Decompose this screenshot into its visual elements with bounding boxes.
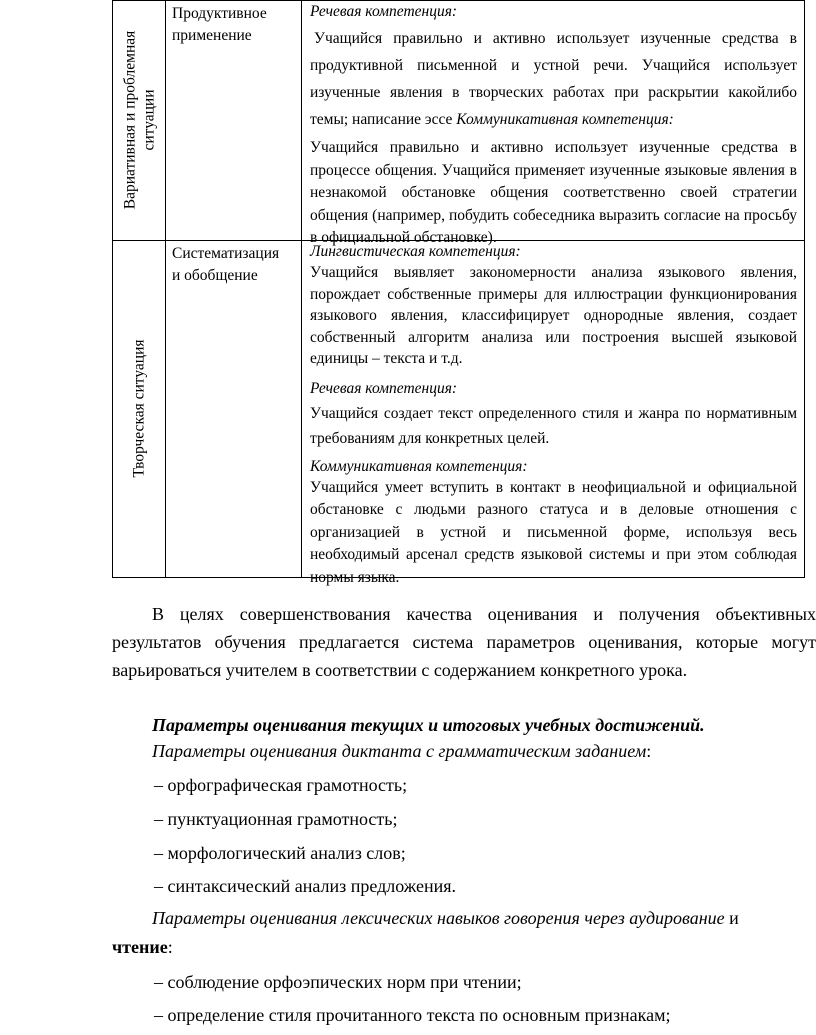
list-item: – морфологический анализ слов;	[154, 843, 406, 863]
lexical-title-colon: :	[167, 937, 173, 957]
lexical-title	[152, 905, 739, 931]
block-text: Учащийся правильно и активно использует изученные средства в процессе общения. Учащийся применяет изученные языковые явления в незнакомой обстановке общения соответственно своей стратегии общения (например, побудить собеседника выразить согласие на просьбу в официальной обстановке).	[310, 139, 797, 246]
competence-table	[112, 0, 805, 586]
block-heading: Речевая компетенция:	[310, 3, 458, 20]
description-cell-systematization	[310, 242, 797, 589]
list-item: – соблюдение орфоэпических норм при чтении;	[154, 972, 522, 992]
stage-cell-systematization	[172, 243, 298, 287]
dictation-title	[152, 738, 651, 764]
list-item: – пунктуационная грамотность;	[154, 809, 398, 829]
situation-cell-creative	[114, 240, 164, 577]
bullet: –	[154, 775, 163, 795]
stage-label-line: Систематизация	[172, 245, 280, 262]
situation-cell-variative	[114, 0, 164, 240]
section-heading: Параметры оценивания текущих и итоговых учебных достижений.	[152, 715, 705, 735]
block-heading: Лингвистическая компетенция:	[310, 243, 521, 260]
description-cell-productive	[310, 2, 797, 250]
list-item: – орфографическая грамотность;	[154, 775, 408, 795]
lexical-title-conj: и	[724, 908, 739, 928]
bullet: –	[154, 843, 163, 863]
table-col-divider-2	[301, 0, 302, 578]
block-text: Учащийся умеет вступить в контакт в неофициальной и официальной обстановке с людьми разного статуса и в деловые отношения с организацией в устной и письменной форме, используя весь необходимый арсенал средств языковой системы и при этом соблюдая нормы языка.	[310, 478, 797, 586]
lexical-title-continued	[112, 934, 173, 960]
bullet: –	[154, 1005, 163, 1025]
table-col-divider-1	[165, 0, 166, 578]
intro-paragraph: В целях совершенствования качества оценивания и получения объективных результатов обучения предлагается система параметров оценивания, которые могут варьироваться учителем в соответствии с содержанием конкретного урока.	[112, 604, 816, 680]
dictation-title-text: Параметры оценивания диктанта с грамматическим заданием	[152, 741, 647, 761]
stage-label-line: Продуктивное	[172, 5, 267, 22]
stage-label-line: и обобщение	[172, 267, 258, 284]
list-item: – синтаксический анализ предложения.	[154, 876, 457, 896]
lexical-title-text: Параметры оценивания лексических навыков говорения через аудирование	[152, 908, 725, 928]
bullet: –	[154, 876, 163, 896]
bullet: –	[154, 809, 163, 829]
table-border-right	[804, 0, 805, 578]
stage-cell-productive	[172, 3, 298, 47]
block-heading: Речевая компетенция:	[310, 379, 458, 397]
situation-label-line: Вариативная и проблемная	[121, 30, 138, 210]
situation-label-line: ситуации	[140, 89, 157, 151]
stage-label-line: применение	[172, 27, 252, 44]
bullet: –	[154, 972, 163, 992]
list-item: – определение стиля прочитанного текста по основным признакам;	[154, 1005, 671, 1025]
table-border-top	[112, 0, 805, 1]
dictation-title-colon: :	[646, 741, 652, 761]
table-border-left	[112, 0, 113, 578]
block-text: Учащийся правильно и активно использует изученные средства в продуктивной письменной и устной речи. Учащийся использует изученные явления в творческих работах при раскрытии какойлибо темы; написание эссе Коммуникативная компетенция:	[310, 30, 797, 128]
block-text: Учащийся создает текст определенного стиля и жанра по нормативным требованиям для конкретных целей.	[310, 404, 797, 447]
block-heading: Коммуникативная компетенция:	[310, 457, 528, 475]
block-text: Учащийся выявляет закономерности анализа языкового явления, порождает собственные примеры для иллюстрации функционирования языкового явления, классифицирует однородные явления, создает собственный алгоритм анализа или построения высшей языковой единицы – текста и т.д.	[310, 264, 797, 367]
situation-label: Творческая ситуация	[130, 339, 148, 478]
lexical-title-bold: чтение	[112, 937, 168, 957]
block-heading-inline: Коммуникативная компетенция:	[456, 111, 674, 128]
